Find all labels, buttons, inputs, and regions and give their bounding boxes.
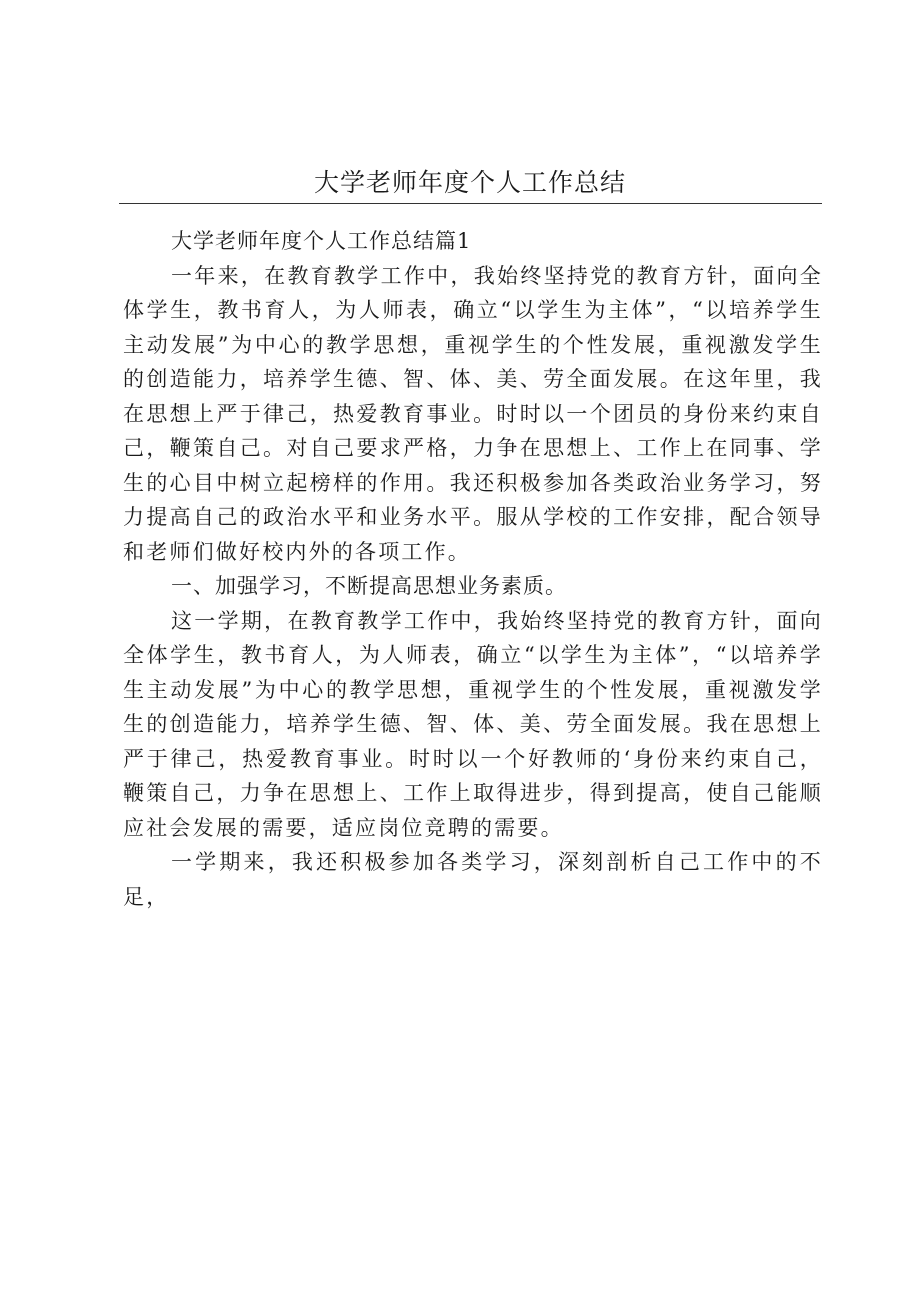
- document-body: [123, 224, 823, 914]
- paragraph-intro: 一年来，在教育教学工作中，我始终坚持党的教育方针，面向全体学生，教书育人，为人师表，确立“以学生为主体”，“以培养学生主动发展”为中心的教学思想，重视学生的个性发展，重视激发学生的创造能力，培养学生德、智、体、美、劳全面发展。在这年里，我在思想上严于律己，热爱教育事业。时时以一个团员的身份来约束自己，鞭策自己。对自己要求严格，力争在思想上、工作上在同事、学生的心目中树立起榜样的作用。我还积极参加各类政治业务学习，努力提高自己的政治水平和业务水平。服从学校的工作安排，配合领导和老师们做好校内外的各项工作。: [123, 263, 823, 564]
- paragraph-semester: 这一学期，在教育教学工作中，我始终坚持党的教育方针，面向全体学生，教书育人，为人师表，确立“以学生为主体”，“以培养学生主动发展”为中心的教学思想，重视学生的个性发展，重视激发学生的创造能力，培养学生德、智、体、美、劳全面发展。我在思想上严于律己，热爱教育事业。时时以一个好教师的‘身份来约束自己，鞭策自己，力争在思想上、工作上取得进步，得到提高，使自己能顺应社会发展的需要，适应岗位竞聘的需要。: [123, 608, 823, 840]
- section-heading-1: 一、加强学习，不断提高思想业务素质。: [171, 574, 567, 598]
- section-subtitle: 大学老师年度个人工作总结篇1: [171, 229, 472, 253]
- paragraph-study: 一学期来，我还积极参加各类学习，深刻剖析自己工作中的不足，: [123, 850, 823, 909]
- title-divider: [119, 203, 822, 204]
- document-title: 大学老师年度个人工作总结: [313, 168, 626, 197]
